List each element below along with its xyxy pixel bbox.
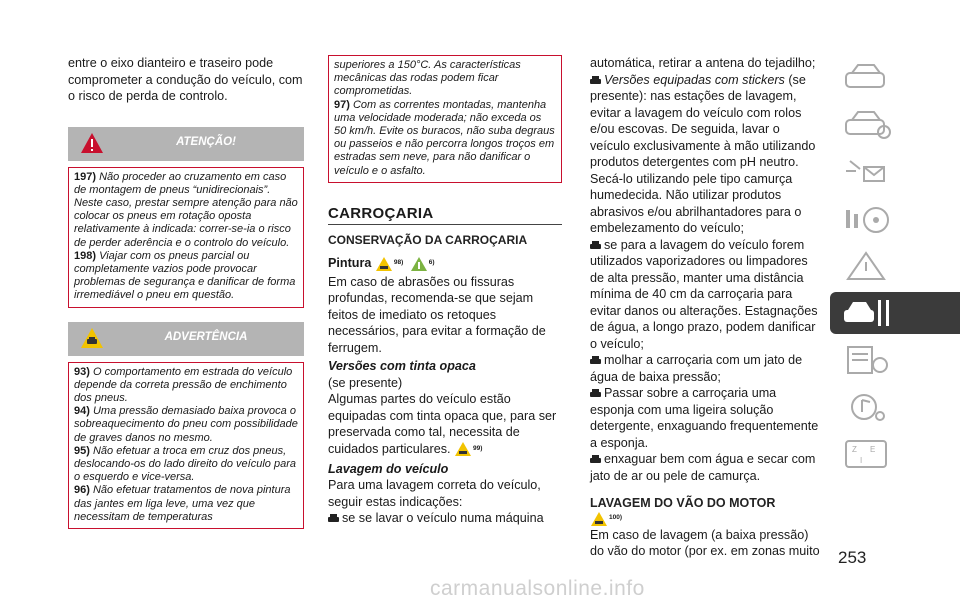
column-3 <box>590 55 822 560</box>
subsection-title: CONSERVAÇÃO DA CARROÇARIA <box>328 232 528 247</box>
tab-maintenance[interactable] <box>830 292 960 334</box>
tab-warning-lights[interactable] <box>830 151 960 193</box>
caution-banner <box>68 322 304 356</box>
engine-wash-ref-line: 100) <box>590 510 822 527</box>
tab-emergency[interactable] <box>830 245 960 287</box>
column-2 <box>328 55 562 527</box>
caution-item: 95) Não efetuar a troca em cruz dos pneus, deslocando-os do lado direito do veículo para o esquerdo e vice-versa. <box>74 444 296 484</box>
engine-wash-text: Em caso de lavagem (a baixa pressão) do vão do motor (por ex. em zonas muito <box>590 527 820 559</box>
warning-item: 198) Viajar com os pneus parcial ou completamente vazios pode provocar problemas de segurança e danificar de forma irremediável o pneu em questão. <box>74 249 296 302</box>
caution-item: 93) O comportamento em estrada do veículo depende da correta pressão de enchimento dos pneus. <box>74 365 293 404</box>
caution-continued-text: superiores a 150°C. As características mecânicas das rodas podem ficar comprometidas. <box>334 59 521 98</box>
matte-subtitle: (se presente) <box>328 375 403 390</box>
paragraph-tire-rotation: entre o eixo dianteiro e traseiro pode comprometer a condução do veículo, com o risco de perda de controlo. <box>68 56 303 103</box>
steering-wheel-icon <box>840 202 896 236</box>
tab-multimedia[interactable] <box>830 386 960 428</box>
watermark: carmanualsonline.info <box>430 577 645 600</box>
tab-safety[interactable] <box>830 104 960 146</box>
car-bullet-icon <box>590 389 601 398</box>
warning-light-message-icon <box>840 155 896 189</box>
wash-heading: Lavagem do veículo <box>328 461 449 476</box>
page-number: 253 <box>838 548 867 567</box>
caution-label: ADVERTÊNCIA <box>164 330 248 343</box>
bullet-item: enxaguar bem com água e secar com jato de ar ou pele de camurça. <box>590 452 816 483</box>
paint-heading: Pintura 98) 6) <box>328 255 435 270</box>
caution-item: 94) Uma pressão demasiado baixa provoca o sobreaquecimento do pneu com possibilidade de graves danos no mesmo. <box>74 405 298 444</box>
bullet-item: se para a lavagem do veículo forem utilizados vaporizadores ou limpadores de alta pressão, manter uma distância mínima de 40 cm da carroçaria para evitar danos ou alterações. Estagnações de água, a longo prazo, podem danificar o veículo; <box>590 237 818 351</box>
column-1 <box>68 55 304 529</box>
caution-box-continued <box>328 55 562 183</box>
caution-item: 96) Não efetuar tratamentos de nova pintura das jantes em liga leve, uma vez que necessitam de temperaturas <box>74 484 291 523</box>
section-rule <box>328 224 562 225</box>
warning-box <box>68 167 304 308</box>
warning-label: ATENÇÃO! <box>176 135 236 148</box>
tab-starting-driving[interactable] <box>830 198 960 240</box>
paint-text: Em caso de abrasões ou fissuras profundas, recomenda-se que sejam feitos de imediato os retoques necessários, para evitar a formação de ferrugem. <box>328 274 546 355</box>
warning-exclamation-icon <box>80 131 104 155</box>
continued-text: automática, retirar a antena do tejadilho; <box>590 56 816 70</box>
tab-technical-data[interactable] <box>830 339 960 381</box>
car-bullet-icon <box>590 241 601 250</box>
technical-data-icon <box>840 343 896 377</box>
warning-item: 197) Não proceder ao cruzamento em caso de montagem de pneus “unidirecionais”. Neste caso, prestar sempre atenção para não colocar os pneus em rotação oposta relativamente à indicada: correr-se-ia o risco de perder aderência e o controlo do veículo. <box>74 170 298 249</box>
warning-banner <box>68 127 304 161</box>
chapter-sidebar <box>830 57 960 480</box>
section-bodywork <box>328 205 562 247</box>
car-wrench-icon <box>840 296 896 330</box>
multimedia-icon <box>840 390 896 424</box>
engine-wash-title: LAVAGEM DO VÃO DO MOTOR <box>590 496 776 510</box>
caution-item: 97) Com as correntes montadas, mantenha uma velocidade moderada; não exceda os 50 km/h. Evite os buracos, não suba degraus ou passeios e não percorra longos troços em estradas sem neve, para não danificar o veículo e o asfalto. <box>334 98 555 177</box>
matte-heading: Versões com tinta opaca <box>328 359 476 374</box>
wash-text: Para uma lavagem correta do veículo, seguir estas indicações: <box>328 478 541 509</box>
car-bullet-icon <box>590 356 601 365</box>
section-title: CARROÇARIA <box>328 204 434 222</box>
alphabetical-index-icon <box>840 437 896 471</box>
car-bullet-icon <box>590 455 601 464</box>
svg-text:I: I <box>860 456 863 465</box>
matte-text: Algumas partes do veículo estão equipadas com tinta opaca que, para ser preservada como tal, necessita de cuidados particulares. 99) <box>328 392 557 456</box>
car-bullet-icon <box>590 76 601 85</box>
bullet-item: Passar sobre a carroçaria uma esponja com uma ligeira solução detergente, enxaguando frequentemente a esponja. <box>590 386 819 450</box>
caution-car-icon <box>80 326 104 350</box>
caution-leaf-icon <box>410 256 428 272</box>
caution-car-icon <box>590 511 608 527</box>
svg-text:E: E <box>870 445 876 454</box>
car-bullet-icon <box>328 514 339 523</box>
tab-dashboard[interactable] <box>830 57 960 99</box>
bullet-item: se se lavar o veículo numa máquina <box>328 510 562 527</box>
svg-text:Z: Z <box>852 445 857 454</box>
caution-car-icon <box>454 441 472 457</box>
bullet-item: Versões equipadas com stickers (se presente): nas estações de lavagem, evitar a lavagem do veículo com rolos e/ou escovas. De seguida, lavar o veículo exclusivamente à mão utilizando produtos detergentes com pH neutro. Secá-lo utilizando pele tipo camurça humedecida. Não utilizar produtos abrasivos e/ou abrilhantadores para o embelezamento do veículo; <box>590 72 816 235</box>
tab-index[interactable] <box>830 433 960 475</box>
bullet-item: molhar a carroçaria com um jato de água de baixa pressão; <box>590 353 803 384</box>
car-safety-icon <box>840 108 896 142</box>
caution-car-icon <box>375 256 393 272</box>
emergency-triangle-icon <box>840 249 896 283</box>
car-dashboard-icon <box>840 61 896 95</box>
caution-box <box>68 362 304 529</box>
